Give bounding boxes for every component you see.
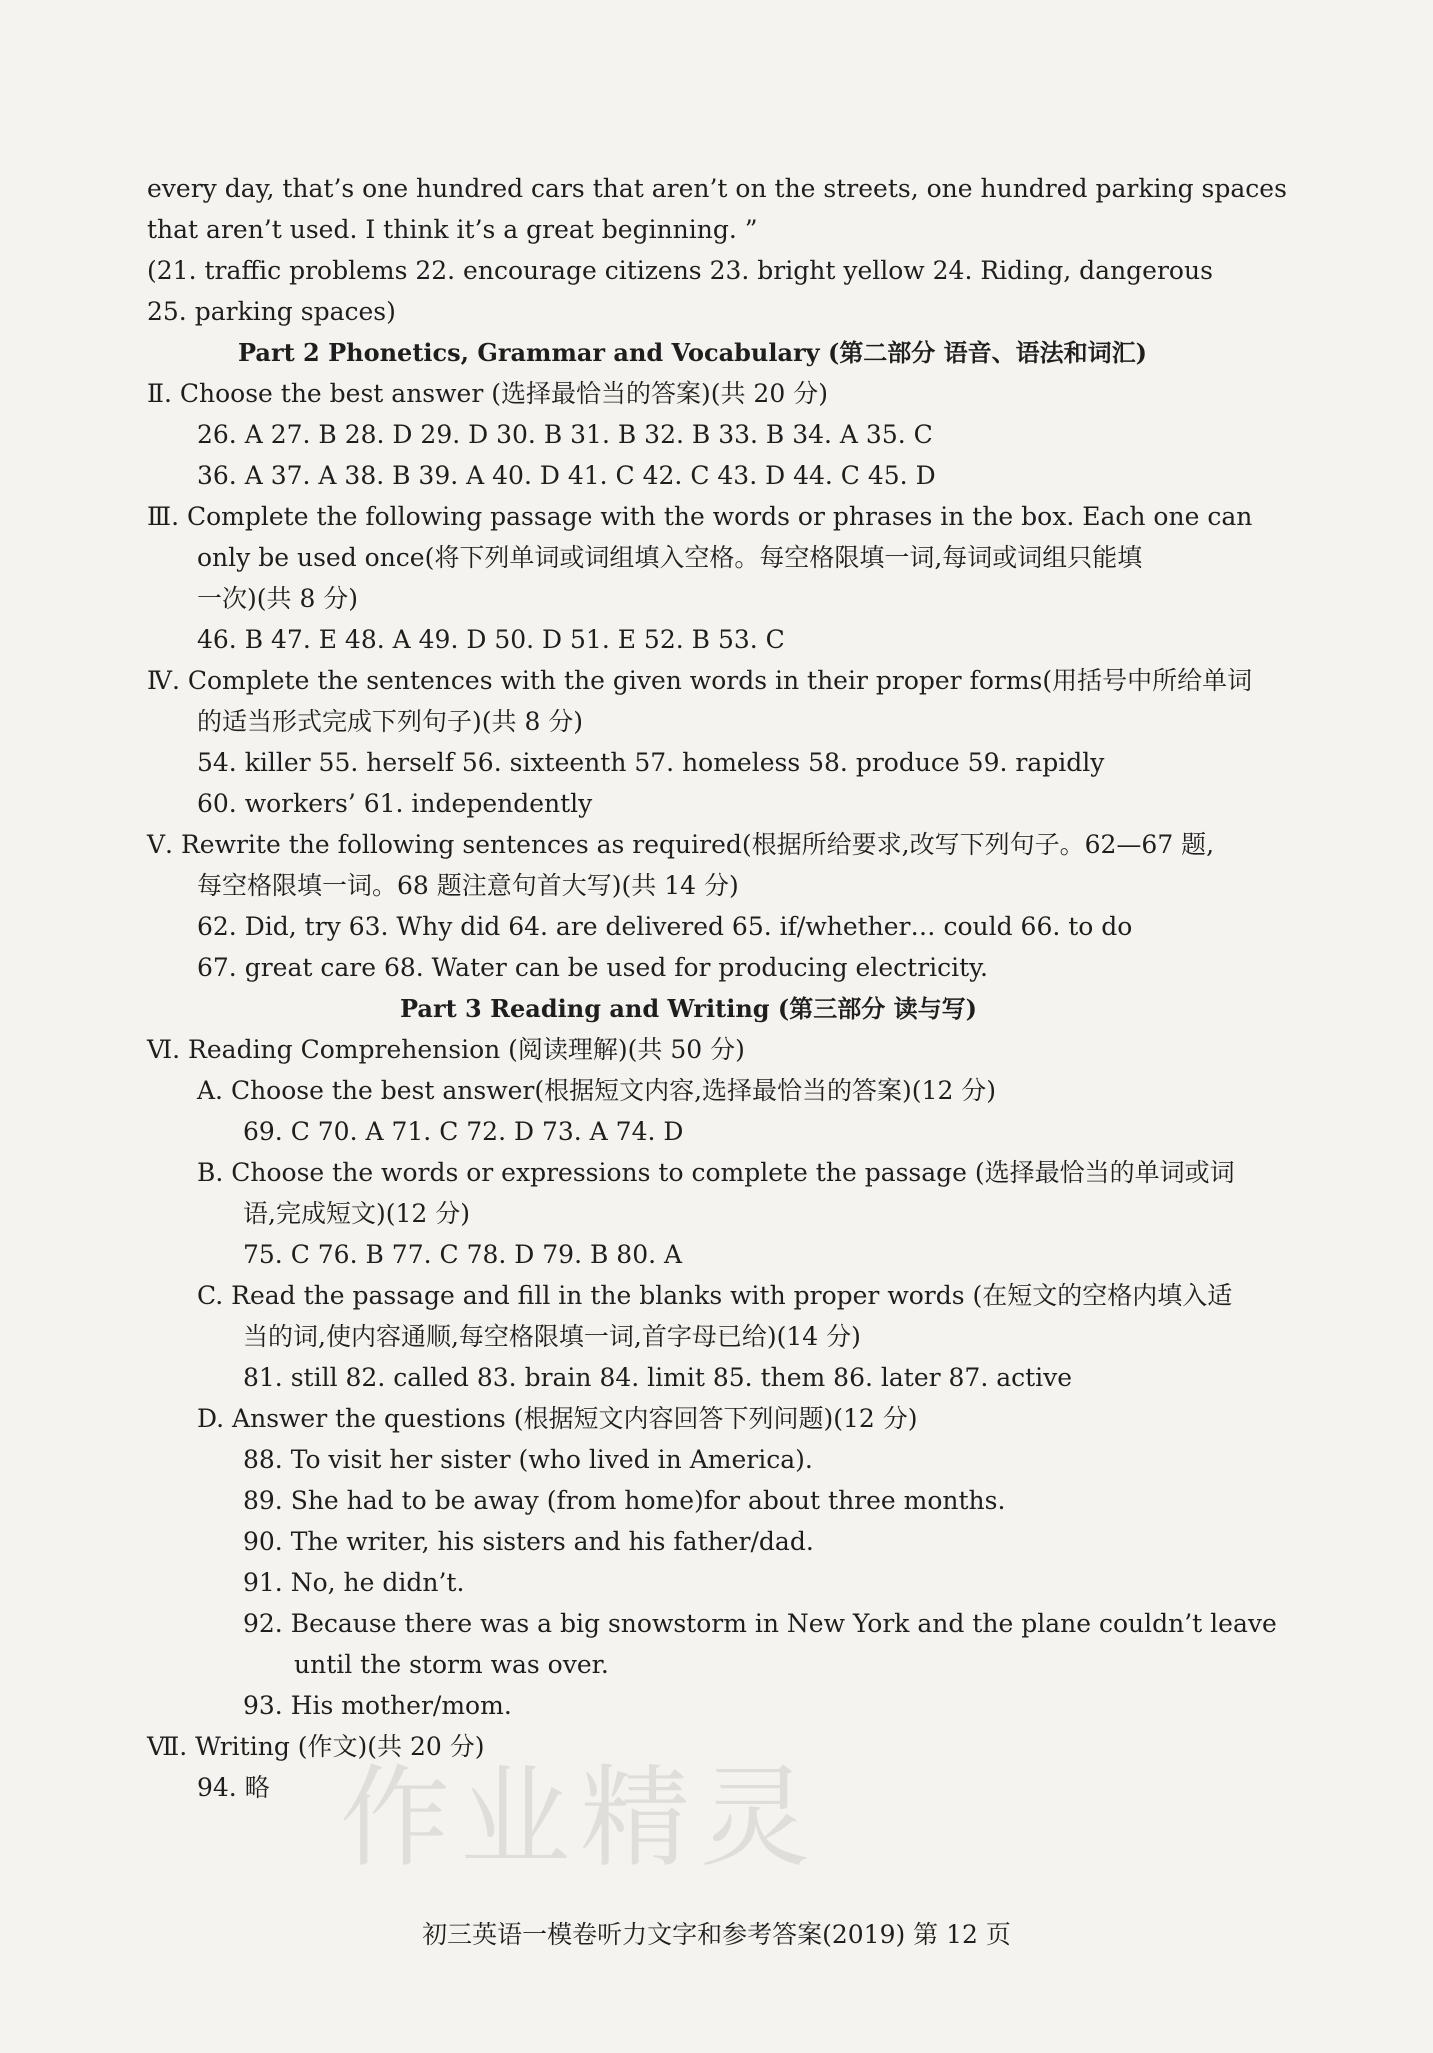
section2-title: Ⅱ. Choose the best answer (选择最恰当的答案)(共 20 分) xyxy=(147,379,828,408)
section6b-line-2: 语,完成短文)(12 分) xyxy=(243,1199,470,1228)
section4-line-2: 的适当形式完成下列句子)(共 8 分) xyxy=(197,707,584,736)
answer-92-line-1: 92. Because there was a big snowstorm in New York and the plane couldn’t leave xyxy=(243,1609,1277,1638)
section4-answers-2: 60. workers’ 61. independently xyxy=(197,789,593,818)
page-footer: 初三英语一模卷听力文字和参考答案(2019) 第 12 页 xyxy=(422,1920,1011,1949)
section5-line-2: 每空格限填一词。68 题注意句首大写)(共 14 分) xyxy=(197,871,739,900)
part3-heading: Part 3 Reading and Writing (第三部分 读与写) xyxy=(400,994,977,1023)
section2-answers-2: 36. A 37. A 38. B 39. A 40. D 41. C 42. C 43. D 44. C 45. D xyxy=(197,461,936,490)
section6a-answers: 69. C 70. A 71. C 72. D 73. A 74. D xyxy=(243,1117,684,1146)
part2-heading: Part 2 Phonetics, Grammar and Vocabulary (第二部分 语音、语法和词汇) xyxy=(238,338,1148,367)
intro-line-2: that aren’t used. I think it’s a great beginning. ” xyxy=(147,215,758,244)
section6c-line-2: 当的词,使内容通顺,每空格限填一词,首字母已给)(14 分) xyxy=(243,1322,861,1351)
section6c-line-1: C. Read the passage and fill in the blanks with proper words (在短文的空格内填入适 xyxy=(197,1281,1233,1310)
section6b-answers: 75. C 76. B 77. C 78. D 79. B 80. A xyxy=(243,1240,683,1269)
watermark: 作业精灵 xyxy=(340,1754,820,1882)
section6c-answers: 81. still 82. called 83. brain 84. limit 85. them 86. later 87. active xyxy=(243,1363,1073,1392)
section3-line-3: 一次)(共 8 分) xyxy=(197,584,359,613)
section4-line-1: Ⅳ. Complete the sentences with the given words in their proper forms(用括号中所给单词 xyxy=(147,666,1253,695)
answer-88: 88. To visit her sister (who lived in America). xyxy=(243,1445,813,1474)
intro-answers-1: (21. traffic problems 22. encourage citizens 23. bright yellow 24. Riding, dangerous xyxy=(147,256,1213,285)
section6d-title: D. Answer the questions (根据短文内容回答下列问题)(12 分) xyxy=(197,1404,918,1433)
section3-answers: 46. B 47. E 48. A 49. D 50. D 51. E 52. B 53. C xyxy=(197,625,785,654)
section6a-title: A. Choose the best answer(根据短文内容,选择最恰当的答案)(12 分) xyxy=(197,1076,997,1105)
section3-line-1: Ⅲ. Complete the following passage with the words or phrases in the box. Each one can xyxy=(147,502,1253,531)
section4-answers-1: 54. killer 55. herself 56. sixteenth 57. homeless 58. produce 59. rapidly xyxy=(197,748,1105,777)
section5-line-1: Ⅴ. Rewrite the following sentences as required(根据所给要求,改写下列句子。62—67 题, xyxy=(147,830,1215,859)
section2-answers-1: 26. A 27. B 28. D 29. D 30. B 31. B 32. B 33. B 34. A 35. C xyxy=(197,420,933,449)
answer-92-line-2: until the storm was over. xyxy=(294,1650,609,1679)
section3-line-2: only be used once(将下列单词或词组填入空格。每空格限填一词,每词或词组只能填 xyxy=(197,543,1143,572)
intro-line-1: every day, that’s one hundred cars that aren’t on the streets, one hundred parking spaces xyxy=(147,174,1287,203)
answer-90: 90. The writer, his sisters and his father/dad. xyxy=(243,1527,814,1556)
intro-answers-2: 25. parking spaces) xyxy=(147,297,396,326)
section6b-line-1: B. Choose the words or expressions to complete the passage (选择最恰当的单词或词 xyxy=(197,1158,1235,1187)
section5-answers-2: 67. great care 68. Water can be used for producing electricity. xyxy=(197,953,988,982)
section5-answers-1: 62. Did, try 63. Why did 64. are delivered 65. if/whether… could 66. to do xyxy=(197,912,1133,941)
section7-answer: 94. 略 xyxy=(197,1773,270,1802)
answer-91: 91. No, he didn’t. xyxy=(243,1568,465,1597)
answer-93: 93. His mother/mom. xyxy=(243,1691,512,1720)
section6-title: Ⅵ. Reading Comprehension (阅读理解)(共 50 分) xyxy=(147,1035,745,1064)
answer-89: 89. She had to be away (from home)for about three months. xyxy=(243,1486,1006,1515)
section7-title: Ⅶ. Writing (作文)(共 20 分) xyxy=(147,1732,485,1761)
